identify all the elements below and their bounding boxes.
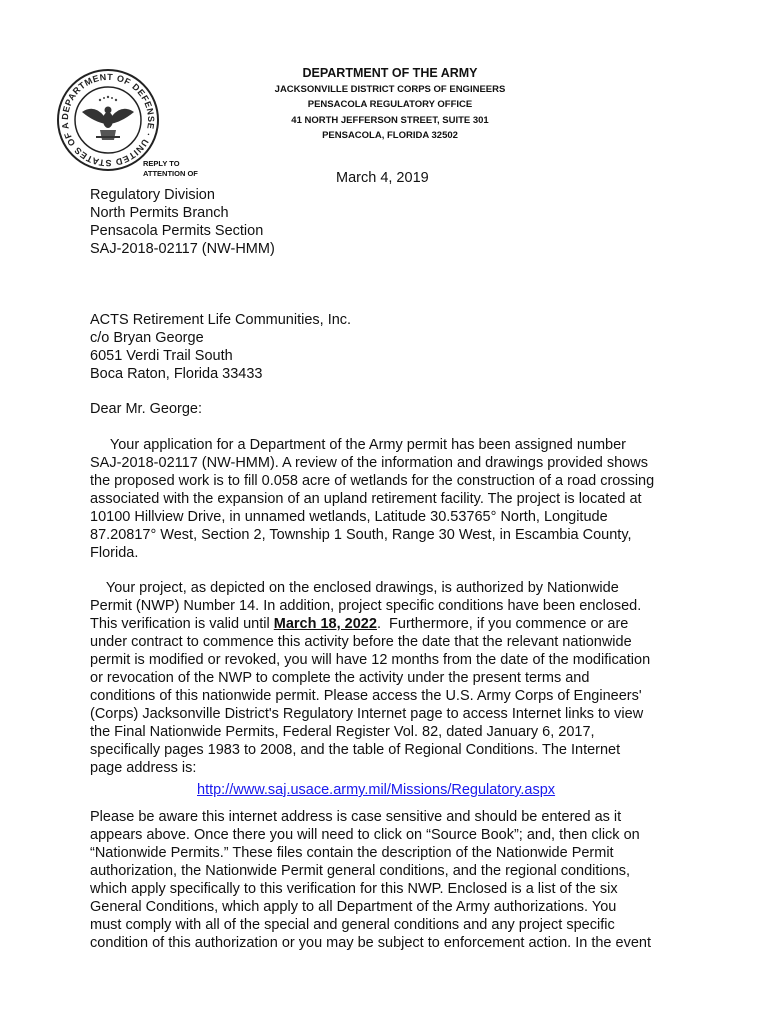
recipient-line: c/o Bryan George	[90, 330, 204, 346]
paragraph-line: Florida.	[90, 545, 139, 561]
recipient-line: ACTS Retirement Life Communities, Inc.	[90, 312, 352, 328]
reference-line: Regulatory Division	[90, 187, 215, 203]
reply-to-label: REPLY TO	[143, 159, 180, 168]
paragraph-line: under contract to commence this activity before the date that the relevant nationwide	[90, 634, 632, 650]
paragraph-line: authorization, the Nationwide Permit general conditions, and the regional conditions,	[90, 863, 631, 879]
validity-text: This verification is valid until	[90, 616, 274, 632]
paragraph-line: condition of this authorization or you may be subject to enforcement action. In the event	[90, 935, 651, 951]
letterhead-street: 41 NORTH JEFFERSON STREET, SUITE 301	[291, 115, 489, 126]
paragraph-line: which apply specifically to this verification for this NWP. Enclosed is a list of the six	[90, 881, 618, 897]
letterhead-department: DEPARTMENT OF THE ARMY	[302, 66, 478, 80]
paragraph-line: (Corps) Jacksonville District's Regulatory Internet page to access Internet links to view	[90, 706, 644, 722]
reference-line: North Permits Branch	[90, 205, 229, 221]
paragraph-line: General Conditions, which apply to all Department of the Army authorizations. You	[90, 899, 617, 915]
star-icons	[99, 96, 117, 101]
paragraph-line: the Final Nationwide Permits, Federal Register Vol. 82, dated January 6, 2017,	[90, 724, 595, 740]
attention-of-label: ATTENTION OF	[143, 169, 198, 178]
salutation: Dear Mr. George:	[90, 401, 203, 417]
paragraph-line: Permit (NWP) Number 14. In addition, project specific conditions have been enclosed.	[90, 598, 642, 614]
validity-text-after: . Furthermore, if you commence or are	[376, 616, 629, 632]
paragraph-line: conditions of this nationwide permit. Please access the U.S. Army Corps of Engineers'	[90, 688, 642, 704]
eagle-icon	[82, 107, 134, 141]
recipient-line: Boca Raton, Florida 33433	[90, 366, 263, 382]
paragraph-line: permit is modified or revoked, you will have 12 months from the date of the modification	[90, 652, 651, 668]
body-paragraph-1	[90, 436, 690, 562]
reference-line: Pensacola Permits Section	[90, 223, 264, 239]
body-paragraph-3	[90, 808, 690, 952]
recipient-address	[90, 311, 351, 383]
paragraph-line: must comply with all of the special and general conditions and any project specific	[90, 917, 615, 933]
paragraph-line: 87.20817° West, Section 2, Township 1 South, Range 30 West, in Escambia County,	[90, 527, 632, 543]
letterhead-office: PENSACOLA REGULATORY OFFICE	[307, 99, 473, 110]
paragraph-line: Your application for a Department of the Army permit has been assigned number	[90, 437, 626, 453]
paragraph-line: appears above. Once there you will need to click on “Source Book”; and, then click on	[90, 827, 640, 843]
body-paragraph-2	[90, 579, 690, 777]
department-of-defense-seal	[56, 68, 160, 172]
reference-block	[90, 186, 275, 258]
paragraph-line: associated with the expansion of an upland retirement facility. The project is located at	[90, 491, 642, 507]
seal-graphic	[56, 68, 160, 172]
recipient-line: 6051 Verdi Trail South	[90, 348, 233, 364]
letterhead-city: PENSACOLA, FLORIDA 32502	[322, 130, 458, 141]
letter-date: March 4, 2019	[336, 170, 429, 186]
reply-to-block	[143, 159, 198, 179]
paragraph-line: Please be aware this internet address is case sensitive and should be entered as it	[90, 809, 622, 825]
paragraph-line: or revocation of the NWP to complete the activity under the present terms and	[90, 670, 590, 686]
paragraph-line	[90, 615, 690, 633]
reference-line: SAJ-2018-02117 (NW-HMM)	[90, 241, 275, 257]
regulatory-url-link[interactable]: http://www.saj.usace.army.mil/Missions/Regulatory.aspx	[197, 782, 556, 798]
paragraph-line: SAJ-2018-02117 (NW-HMM). A review of the information and drawings provided shows	[90, 455, 648, 471]
paragraph-line: Your project, as depicted on the enclosed drawings, is authorized by Nationwide	[90, 580, 619, 596]
paragraph-line: 10100 Hillview Drive, in unnamed wetlands, Latitude 30.53765° North, Longitude	[90, 509, 608, 525]
letterhead-district: JACKSONVILLE DISTRICT CORPS OF ENGINEERS	[274, 84, 506, 95]
paragraph-line: the proposed work is to fill 0.058 acre of wetlands for the construction of a road crossing	[90, 473, 655, 489]
paragraph-line: page address is:	[90, 760, 197, 776]
paragraph-line: specifically pages 1983 to 2008, and the table of Regional Conditions. The Internet	[90, 742, 621, 758]
paragraph-line: “Nationwide Permits.” These files contain the description of the Nationwide Permit	[90, 845, 614, 861]
expiration-date: March 18, 2022	[273, 616, 377, 632]
seal-ring-text: DEPARTMENT OF DEFENSE · UNITED STATES OF A	[59, 71, 157, 169]
